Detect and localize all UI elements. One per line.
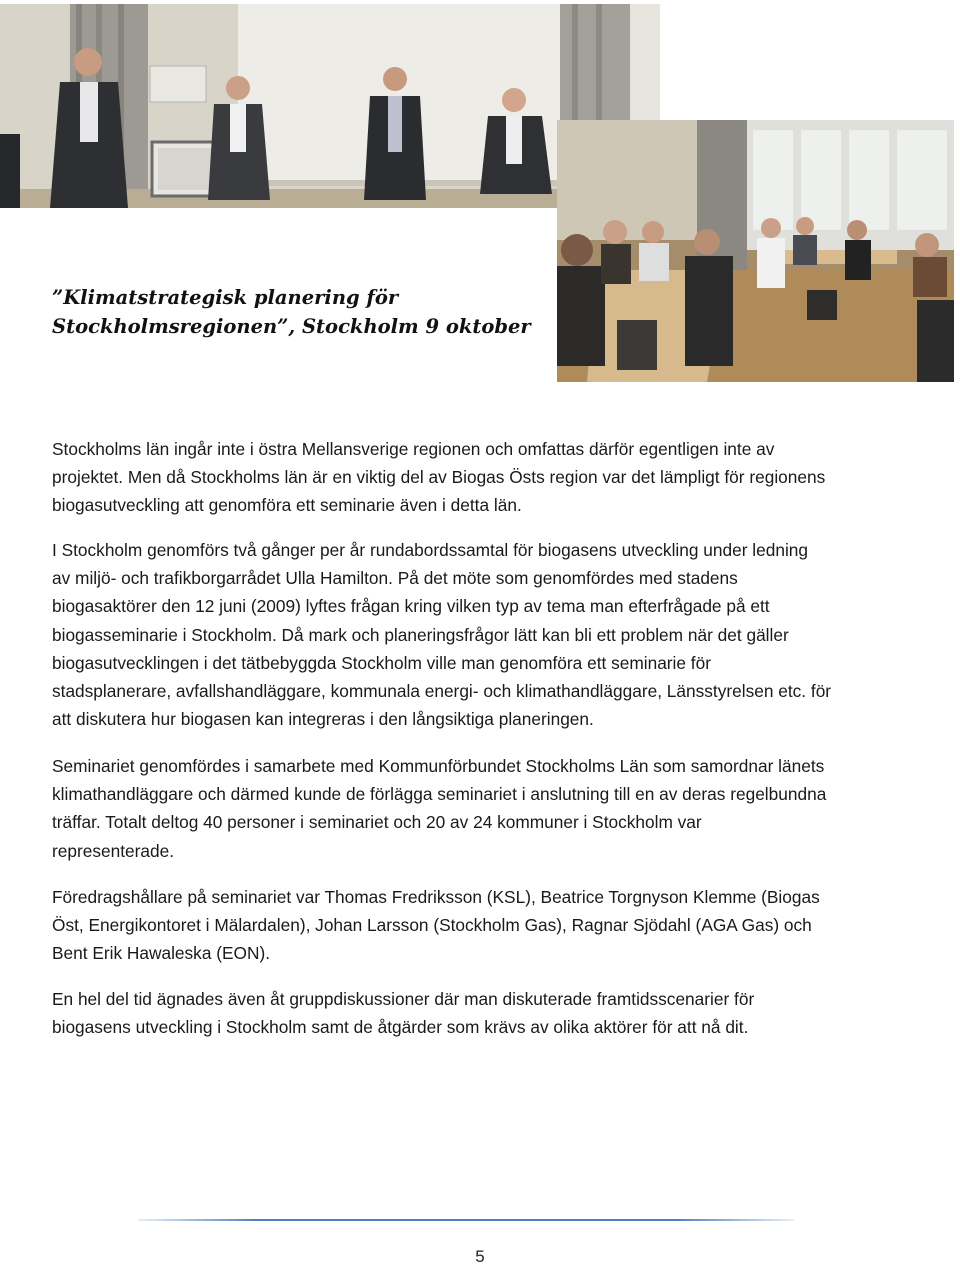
paragraph-line: Föredragshållare på seminariet var Thomas Fredriksson (KSL), Beatrice Torgnyson Klemme (Biogas [52, 887, 820, 907]
paragraph-line: stadsplanerare, avfallshandläggare, kommunala energi- och klimathandläggare, Länsstyrelsen etc. för [52, 681, 832, 702]
title-line-2: Stockholmsregionen”, Stockholm 9 oktober [52, 315, 531, 338]
paragraph-line: Bent Erik Hawaleska (EON). [52, 943, 270, 964]
paragraph-line: representerade. [52, 840, 175, 861]
paragraph-collaboration [52, 752, 912, 865]
paragraph-line: biogasseminarie i Stockholm. Då mark och planeringsfrågor lätt kan bli ett problem när det gäller [52, 624, 789, 645]
photo-group-discussions [557, 120, 954, 382]
paragraph-line: Öst, Energikontoret i Mälardalen), Johan Larsson (Stockholm Gas), Ragnar Sjödahl (AGA Gas) och [52, 915, 812, 936]
paragraph-line: klimathandläggare och därmed kunde de förlägga seminariet i anslutning till en av deras regelbundna [52, 784, 827, 805]
paragraph-line: träffar. Totalt deltog 40 personer i seminariet och 20 av 24 kommuner i Stockholm var [52, 812, 702, 833]
page-title [52, 283, 532, 341]
paragraph-speakers [52, 883, 912, 968]
paragraph-line: att diskutera hur biogasen kan integreras i den långsiktiga planeringen. [52, 709, 594, 730]
paragraph-line: biogasens utveckling i Stockholm samt de åtgärder som krävs av olika aktörer för att nå dit. [52, 1017, 749, 1038]
paragraph-line: biogasaktörer den 12 juni (2009) lyftes frågan kring vilken typ av tema man efterfrågade på ett [52, 596, 770, 617]
paragraph-intro [52, 435, 912, 520]
paragraph-background [52, 536, 912, 733]
title-line-1: ”Klimatstrategisk planering för [52, 286, 399, 309]
footer-rule [138, 1219, 794, 1221]
paragraph-line: En hel del tid ägnades även åt gruppdiskussioner där man diskuterade framtidsscenarier för [52, 989, 755, 1009]
paragraph-group-discussions [52, 985, 912, 1041]
paragraph-line: Seminariet genomfördes i samarbete med Kommunförbundet Stockholms Län som samordnar länets [52, 756, 825, 776]
paragraph-line: biogasutvecklingen i det tätbebyggda Stockholm ville man genomföra ett seminarie för [52, 652, 711, 673]
paragraph-line: biogasutveckling att genomföra ett seminarie även i detta län. [52, 495, 522, 516]
paragraph-line: I Stockholm genomförs två gånger per år rundabordssamtal för biogasens utveckling under ledning [52, 540, 809, 560]
page-number: 5 [475, 1247, 485, 1266]
paragraph-line: Stockholms län ingår inte i östra Mellansverige regionen och omfattas därför egentligen inte av [52, 439, 775, 459]
paragraph-line: projektet. Men då Stockholms län är en viktig del av Biogas Östs region var det lämpligt för regionens [52, 467, 826, 488]
paragraph-line: av miljö- och trafikborgarrådet Ulla Hamilton. På det möte som genomfördes med stadens [52, 568, 738, 589]
